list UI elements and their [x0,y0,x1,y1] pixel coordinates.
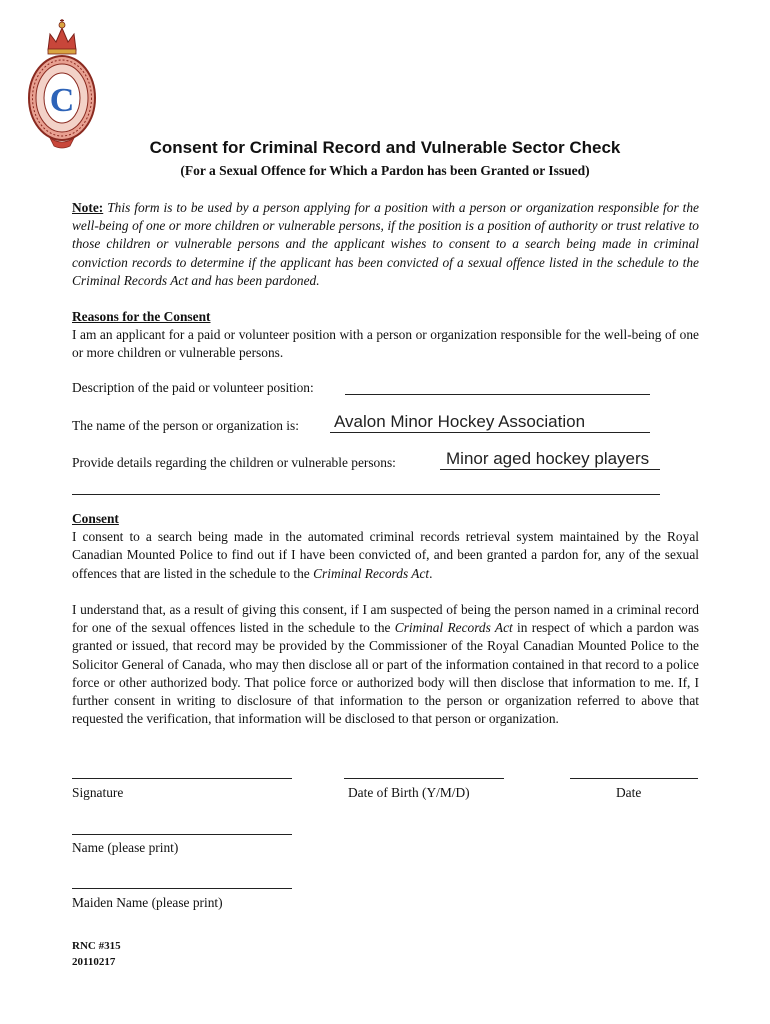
signature-line[interactable] [72,778,292,779]
consent-paragraph-2 [72,601,699,728]
reasons-section [72,308,699,363]
rnc-crest-logo [26,16,98,150]
consent-heading: Consent [72,511,119,526]
description-label: Description of the paid or volunteer position: [72,380,314,395]
consent-p1-end: . [429,565,433,581]
note-text: This form is to be used by a person applying for a position with a person or organization responsible for the well-being of one or more children or vulnerable persons, if the position is a position of authority or trust relative to those children or vulnerable persons and the applicant wishes to consent to a search being made in criminal conviction records to determine if the applicant has been convicted of a sexual offence listed in the schedule to the Criminal Records Act and has been pardoned. [72,200,699,288]
consent-p2-rest: in respect of which a pardon was granted or issued, that record may be provided by the Commissioner of the Royal Canadian Mounted Police to the Solicitor General of Canada, who may then disclose all or part of the information contained in that record to a police force or other authorized body. That police force or authorized body will then disclose that information to me. If, I further consent in writing to disclosure of that information to the person or organization referred to above that requested the verification, that information will be disclosed to that person or organization. [72,620,699,727]
organization-label: The name of the person or organization is: [72,418,299,433]
form-footer [72,938,121,970]
signature-label: Signature [72,785,124,800]
consent-p2-act: Criminal Records Act [394,620,513,636]
details-label: Provide details regarding the children or vulnerable persons: [72,455,396,470]
dob-label: Date of Birth (Y/M/D) [348,785,470,800]
description-input-line[interactable] [345,394,650,395]
consent-p1-text: I consent to a search being made in the automated criminal records retrieval system maintained by the Royal Canadian Mounted Police to find out if I have been convicted of, and been granted a pardon for, any of the sexual offences that are listed in the schedule to the [72,529,699,581]
reasons-heading: Reasons for the Consent [72,309,211,324]
organization-input-line[interactable] [330,432,650,433]
form-date: 20110217 [72,956,116,968]
name-line[interactable] [72,834,292,835]
consent-section [72,510,699,583]
consent-p1-act: Criminal Records Act [313,565,430,581]
details-input-line[interactable] [440,469,660,470]
reasons-text: I am an applicant for a paid or volunteer position with a person or organization responsible for the well-being of one or more children or vulnerable persons. [72,327,699,361]
organization-value[interactable]: Avalon Minor Hockey Association [334,412,586,431]
details-continuation-line[interactable] [72,494,660,495]
page-subtitle: (For a Sexual Offence for Which a Pardon has been Granted or Issued) [180,163,590,178]
name-label: Name (please print) [72,840,179,855]
date-line[interactable] [570,778,698,779]
date-label: Date [616,785,642,800]
crest-letter: C [49,82,75,119]
note-paragraph [72,199,699,290]
form-number: RNC #315 [72,940,121,952]
crown-icon [48,19,76,54]
page-title: Consent for Criminal Record and Vulnerable Sector Check [149,138,621,157]
note-label: Note: [72,200,104,215]
dob-line[interactable] [344,778,504,779]
consent-p2-text: I understand that, as a result of giving this consent, if I am suspected of being the person named in a criminal record for one of the sexual offences listed in the schedule to the [72,602,699,636]
maiden-name-line[interactable] [72,888,292,889]
maiden-name-label: Maiden Name (please print) [72,895,223,910]
details-value[interactable]: Minor aged hockey players [446,449,650,468]
